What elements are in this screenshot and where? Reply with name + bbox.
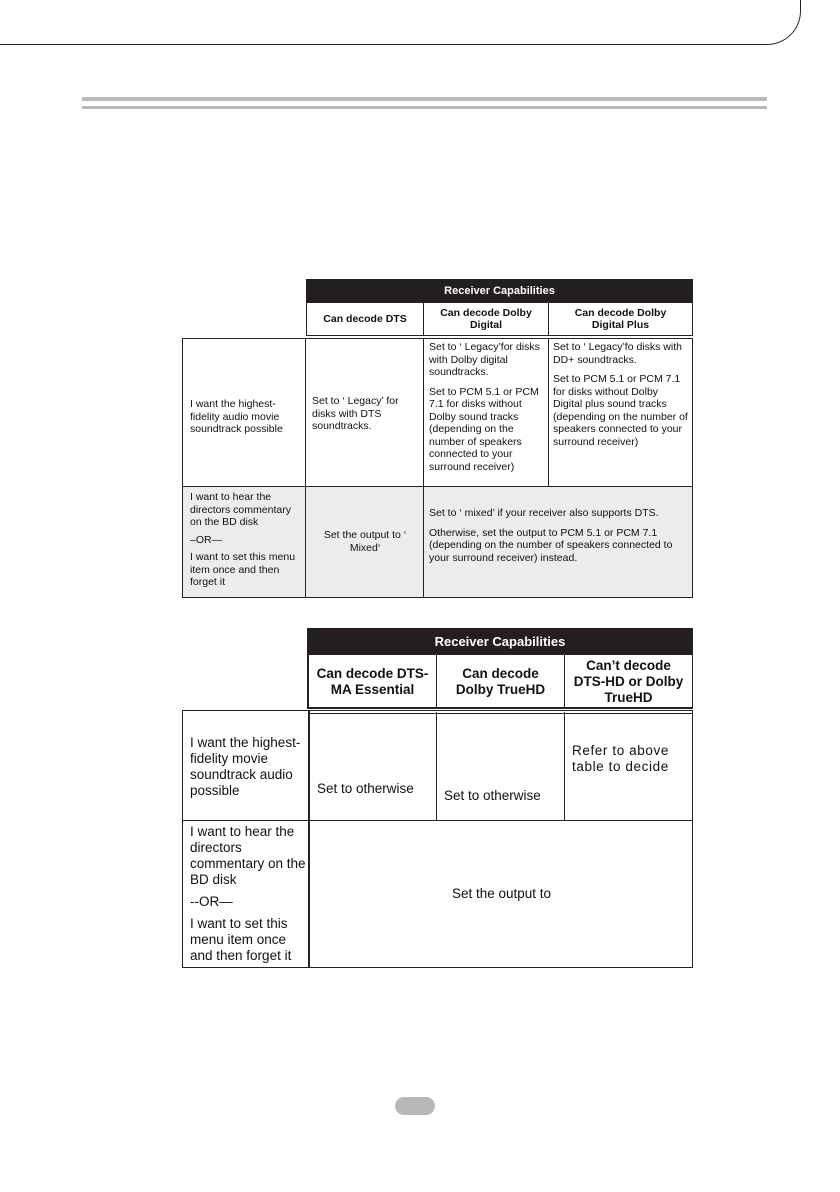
table1-col-dolby-digital-plus: Can decode Dolby Digital Plus: [574, 306, 667, 331]
table2-row2-label-commentary: I want to hear the directors commentary on the BD disk: [190, 824, 306, 887]
table1-label-divider: [305, 338, 306, 598]
table2-col-truehd: Can decode Dolby TrueHD: [455, 665, 546, 697]
table1-row2-label-commentary: I want to hear the directors commentary on the BD disk: [190, 491, 291, 528]
table1-row2-dolby: [429, 507, 691, 564]
page-cut-line: [0, 0, 801, 45]
table1-row2-mixed: Set to ‘ mixed’ if your receiver also supports DTS.: [429, 507, 659, 519]
table1-row1-dd-pcm: Set to PCM 5.1 or PCM 7.1 for disks without Dolby sound tracks (depending on the number of speakers connected to your surround receiver): [429, 385, 539, 473]
table1-row1-label: I want the highest-fidelity audio movie soundtrack possible: [190, 398, 283, 435]
header-rule-bottom: [82, 106, 767, 109]
table1-row1-dd-legacy: Set to ‘ Legacy’for disks with Dolby digital soundtracks.: [429, 341, 540, 378]
page-number-badge: [395, 1097, 435, 1115]
table2-row1-dts-ma: Set to otherwise: [317, 781, 414, 796]
table2-inner-rule: [310, 713, 693, 714]
table2-row2-all: Set the output to: [451, 886, 552, 901]
table2-row2-label-or: --OR—: [190, 894, 233, 909]
table1-row2-label-or: –OR—: [190, 533, 223, 546]
table2-row-divider: [182, 820, 693, 821]
table1-row2-label-set-once: I want to set this menu item once and then forget it: [190, 551, 296, 588]
table1-row1-dts: Set to ‘ Legacy’ for disks with DTS soundtracks.: [312, 395, 399, 432]
table1-row1-ddp-legacy: Set to ‘ Legacy’fo disks with DD+ soundtracks.: [553, 341, 682, 366]
table2-header: Receiver Capabilities: [307, 628, 693, 654]
table1-row1-ddp-pcm: Set to PCM 5.1 or PCM 7.1 for disks without Dolby Digital plus sound tracks (depending on the number of speakers connected to your surround receiver): [553, 373, 688, 448]
table1-row-divider: [182, 486, 693, 487]
table1-row2-dts: Set the output to ‘ Mixed‘: [323, 529, 407, 554]
table2-row2-label-set-once: I want to set this menu item once and then forget it: [190, 916, 292, 963]
table2-row1-truehd: Set to otherwise: [444, 788, 541, 803]
table2-row2-label: [190, 824, 306, 964]
table1-col-divider: [548, 338, 549, 486]
table2-col-dts-ma: Can decode DTS-MA Essential: [316, 665, 429, 697]
table1-row1-dolby-digital: [429, 341, 547, 473]
table2-col-divider: [436, 712, 437, 820]
header-rule-top: [82, 97, 767, 101]
table2-label-divider: [308, 710, 310, 968]
table1-row1-dolby-digital-plus: [553, 341, 690, 448]
table1-col-dolby-digital: Can decode Dolby Digital: [440, 306, 532, 331]
table1-row2-label: [190, 491, 302, 589]
table2-col-cant-decode: Can’t decode DTS-HD or Dolby TrueHD: [573, 657, 684, 705]
table1-row2-otherwise: Otherwise, set the output to PCM 5.1 or PCM 7.1 (depending on the number of speakers connected to your surround receiver) instead.: [429, 526, 673, 564]
table1-col-dts: Can decode DTS: [323, 312, 407, 325]
table1-col-divider: [423, 338, 424, 598]
table2-row1-cant-decode: Refer to above table to decide: [572, 743, 669, 774]
table1-header: Receiver Capabilities: [306, 279, 693, 302]
table2-row1-label: I want the highest-fidelity movie soundtrack audio possible: [190, 735, 301, 798]
table2-col-divider: [564, 712, 565, 820]
